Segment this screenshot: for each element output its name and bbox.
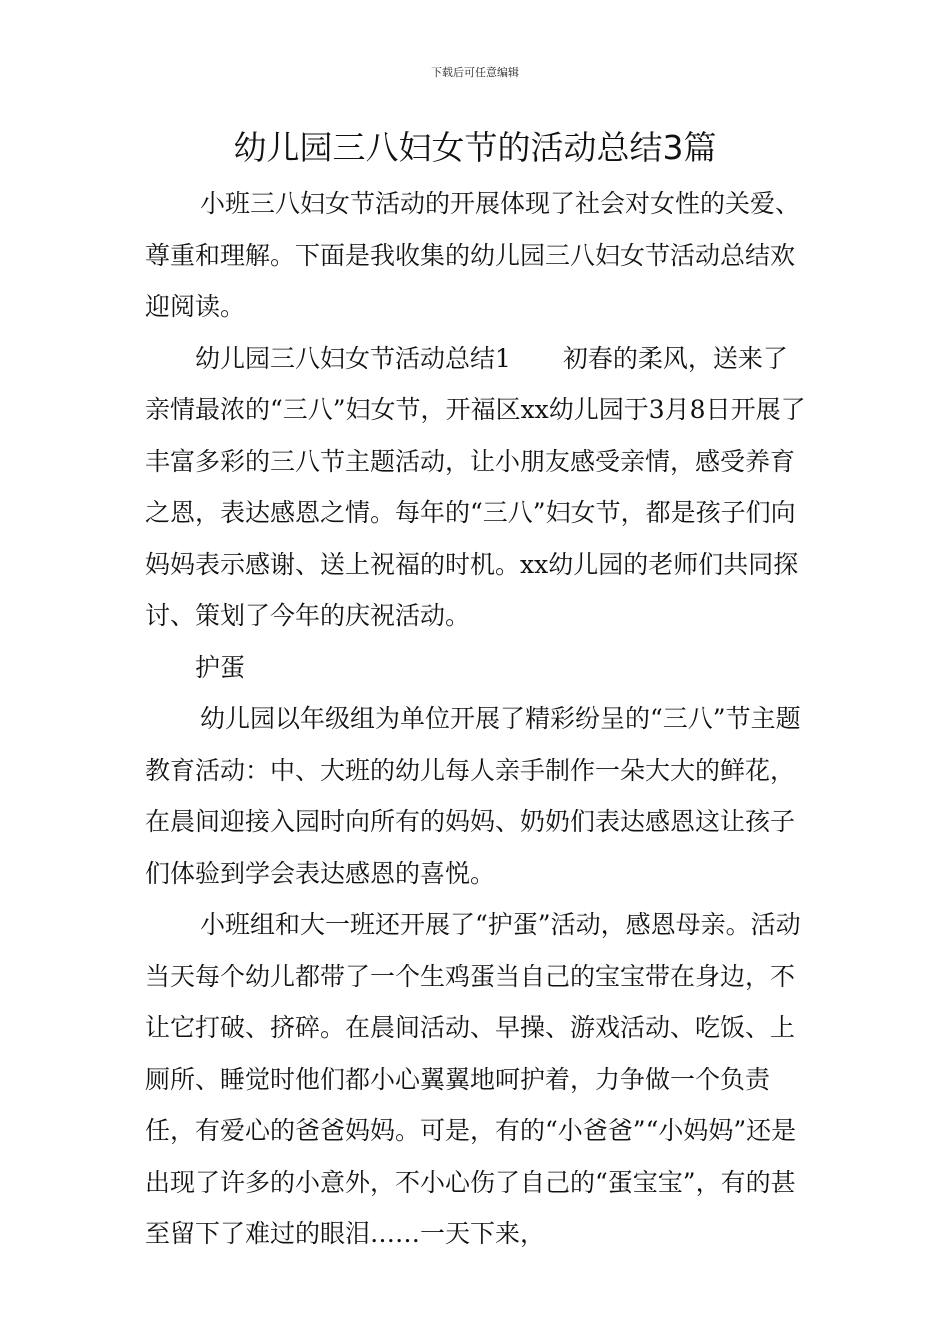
summary-1-text: 初春的柔风，送来了亲情最浓的“三八”妇女节，开福区xx幼儿园于3月8日开展了丰富多彩的三八节主题活动，让小朋友感受亲情，感受养育之恩，表达感恩之情。每年的“三八”妇女节，都是孩子们向妈妈表示感谢、送上祝福的时机。xx幼儿园的老师们共同探讨、策划了今年的庆祝活动。 <box>145 343 806 630</box>
intro-paragraph: 小班三八妇女节活动的开展体现了社会对女性的关爱、尊重和理解。下面是我收集的幼儿园三八妇女节活动总结欢迎阅读。 <box>145 189 801 321</box>
document-body <box>145 178 810 1260</box>
summary-1-paragraph <box>145 333 810 642</box>
header-note: 下载后可任意编辑 <box>431 66 519 79</box>
egg-protection-paragraph: 小班组和大一班还开展了“护蛋”活动，感恩母亲。活动当天每个幼儿都带了一个生鸡蛋当自己的宝宝带在身边，不让它打破、挤碎。在晨间活动、早操、游戏活动、吃饭、上厕所、睡觉时他们都小心翼翼地呵护着，力争做一个负责任，有爱心的爸爸妈妈。可是，有的“小爸爸”“小妈妈”还是出现了许多的小意外，不小心伤了自己的“蛋宝宝”，有的甚至留下了难过的眼泪……一天下来， <box>145 910 801 1248</box>
document-title: 幼儿园三八妇女节的活动总结3篇 <box>233 128 717 167</box>
section-heading: 幼儿园三八妇女节活动总结1 <box>195 343 511 373</box>
subheading-egg: 护蛋 <box>195 652 246 682</box>
activity-paragraph: 幼儿园以年级组为单位开展了精彩纷呈的“三八”节主题教育活动：中、大班的幼儿每人亲手制作一朵大大的鲜花，在晨间迎接入园时向所有的妈妈、奶奶们表达感恩这让孩子们体验到学会表达感恩的喜悦。 <box>145 704 801 888</box>
